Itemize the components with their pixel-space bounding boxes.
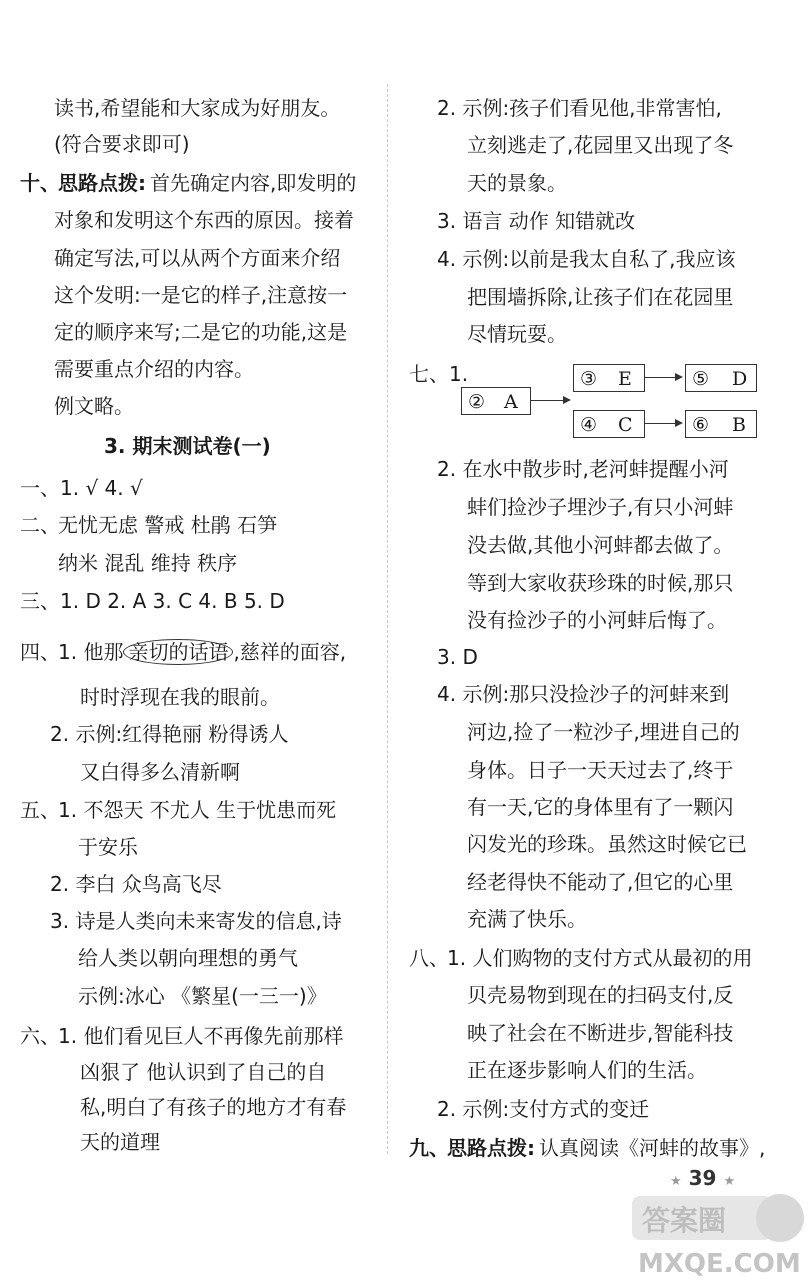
page-number — [670, 1166, 735, 1190]
answer-line: 2. 示例:红得艳丽 粉得诱人 — [50, 722, 289, 746]
text-line: 例文略。 — [54, 394, 134, 418]
answer-line: 三、1. D 2. A 3. C 4. B 5. D — [20, 589, 285, 613]
section-number: 二、 — [20, 513, 60, 537]
arrow-right-icon — [531, 400, 569, 401]
text-line: 对象和发明这个东西的原因。接着 — [54, 208, 354, 232]
box-number: ④ — [580, 414, 598, 436]
text-line: 闪发光的珍珠。虽然这时候它已 — [467, 832, 747, 856]
arrow-right-icon — [645, 423, 681, 424]
text-line: 确定写法,可以从两个方面来介绍 — [54, 246, 341, 270]
text-line: 充满了快乐。 — [467, 907, 587, 931]
text-line: 读书,希望能和大家成为好朋友。 — [54, 96, 341, 120]
text-line: 尽情玩耍。 — [467, 322, 567, 346]
text-line: 于安乐 — [78, 835, 138, 859]
text-line: 认真阅读《河蚌的故事》, — [539, 1136, 766, 1160]
answer-line: 4. 示例:那只没捡沙子的河蚌来到 — [437, 682, 730, 706]
answer-prefix: 1. 他那 — [58, 640, 124, 664]
diagram-box-6 — [685, 410, 757, 438]
answer-line: 纳米 混乱 维持 秩序 — [58, 551, 238, 575]
text-line: 映了社会在不断进步,智能科技 — [467, 1021, 734, 1045]
box-number: ⑥ — [692, 414, 710, 436]
text-line: 有一天,它的身体里有了一颗闪 — [467, 795, 734, 819]
text-line: 天的道理 — [80, 1130, 160, 1154]
text-line: 蚌们捡沙子埋沙子,有只小河蚌 — [467, 495, 734, 519]
answer-line: 1. 不怨天 不尤人 生于忧患而死 — [58, 798, 337, 822]
box-letter: B — [732, 414, 746, 436]
text-line: 河边,捡了一粒沙子,埋进自己的 — [467, 720, 740, 744]
box-number: ③ — [580, 368, 598, 390]
diagram-box-4 — [573, 410, 645, 438]
diagram-box-5 — [685, 364, 757, 392]
answer-line: 3. 诗是人类向未来寄发的信息,诗 — [50, 909, 342, 933]
section-number: 六、 — [20, 1024, 60, 1048]
text-line: 天的景象。 — [467, 171, 567, 195]
answer-suffix: ,慈祥的面容, — [233, 640, 347, 664]
column-divider — [387, 84, 388, 1154]
text-line: 身体。日子一天天过去了,终于 — [467, 758, 734, 782]
text-line: 没有捡沙子的小河蚌后悔了。 — [467, 608, 727, 632]
section-number: 九、 — [409, 1136, 449, 1160]
box-letter: C — [618, 414, 633, 436]
answer-line: 4. 示例:以前是我太自私了,我应该 — [437, 247, 736, 271]
answer-line: 3. 语言 动作 知错就改 — [437, 209, 636, 233]
answer-line: 2. 李白 众鸟高飞尽 — [50, 872, 222, 896]
text-line: 私,明白了有孩子的地方才有春 — [80, 1095, 347, 1119]
text-line: 凶狠了 他认识到了自己的自 — [80, 1060, 327, 1084]
exam-title: 3. 期末测试卷(一) — [104, 434, 271, 458]
circled-phrase: 亲切的话语 — [123, 639, 233, 665]
box-letter: E — [618, 368, 632, 390]
text-line: 没去做,其他小河蚌都去做了。 — [467, 533, 734, 557]
box-letter: A — [504, 391, 518, 413]
answer-line: 1. 人们购物的支付方式从最初的用 — [447, 946, 753, 970]
page-number-value: 39 — [688, 1166, 717, 1190]
watermark-text: 答案圈 — [642, 1204, 727, 1237]
diagram-box-2 — [461, 387, 531, 415]
text-line: 首先确定内容,即发明的 — [150, 171, 357, 195]
text-line: 给人类以朝向理想的勇气 — [78, 946, 298, 970]
section-number: 七、1. — [409, 362, 469, 386]
hint-label: 思路点拨: — [447, 1136, 535, 1160]
text-line: 时时浮现在我的眼前。 — [80, 685, 280, 709]
text-line: 定的顺序来写;二是它的功能,这是 — [54, 320, 348, 344]
star-icon: ★ — [670, 1174, 682, 1189]
answer-line: 1. 他们看见巨人不再像先前那样 — [58, 1024, 344, 1048]
text-line: 贝壳易物到现在的扫码支付,反 — [467, 983, 734, 1007]
text-line: 正在逐步影响人们的生活。 — [467, 1058, 707, 1082]
answer-line — [58, 638, 346, 666]
answer-line: 2. 示例:支付方式的变迁 — [437, 1097, 650, 1121]
watermark-logo — [630, 1192, 810, 1280]
answer-line: 3. D — [437, 645, 478, 669]
text-line: 这个发明:一是它的样子,注意按一 — [54, 283, 348, 307]
arrow-right-icon — [645, 377, 681, 378]
text-line: 需要重点介绍的内容。 — [54, 357, 254, 381]
hint-label: 思路点拨: — [58, 171, 146, 195]
text-line: 等到大家收获珍珠的时候,那只 — [467, 571, 734, 595]
section-number: 五、 — [20, 798, 60, 822]
text-line: 经老得快不能动了,但它的心里 — [467, 870, 734, 894]
box-number: ⑤ — [692, 368, 710, 390]
answer-line: 2. 示例:孩子们看见他,非常害怕, — [437, 96, 722, 120]
text-line: (符合要求即可) — [54, 132, 190, 156]
section-number: 四、 — [20, 640, 60, 664]
diagram-box-3 — [573, 364, 645, 392]
section-number: 十、 — [20, 171, 60, 195]
box-letter: D — [732, 368, 748, 390]
section-number: 八、 — [409, 946, 449, 970]
box-number: ② — [468, 391, 486, 413]
text-line: 示例:冰心 《繁星(一三一)》 — [78, 984, 327, 1008]
text-line: 把围墙拆除,让孩子们在花园里 — [467, 285, 734, 309]
text-line: 又白得多么清新啊 — [80, 760, 240, 784]
watermark-text: MXQE.COM — [638, 1249, 801, 1279]
answer-line: 一、1. √ 4. √ — [20, 476, 143, 500]
answer-line: 无忧无虑 警戒 杜鹃 石笋 — [58, 513, 278, 537]
answer-line: 2. 在水中散步时,老河蚌提醒小河 — [437, 457, 729, 481]
text-line: 立刻逃走了,花园里又出现了冬 — [467, 133, 734, 157]
watermark-shape — [756, 1194, 804, 1242]
star-icon: ★ — [723, 1174, 736, 1189]
